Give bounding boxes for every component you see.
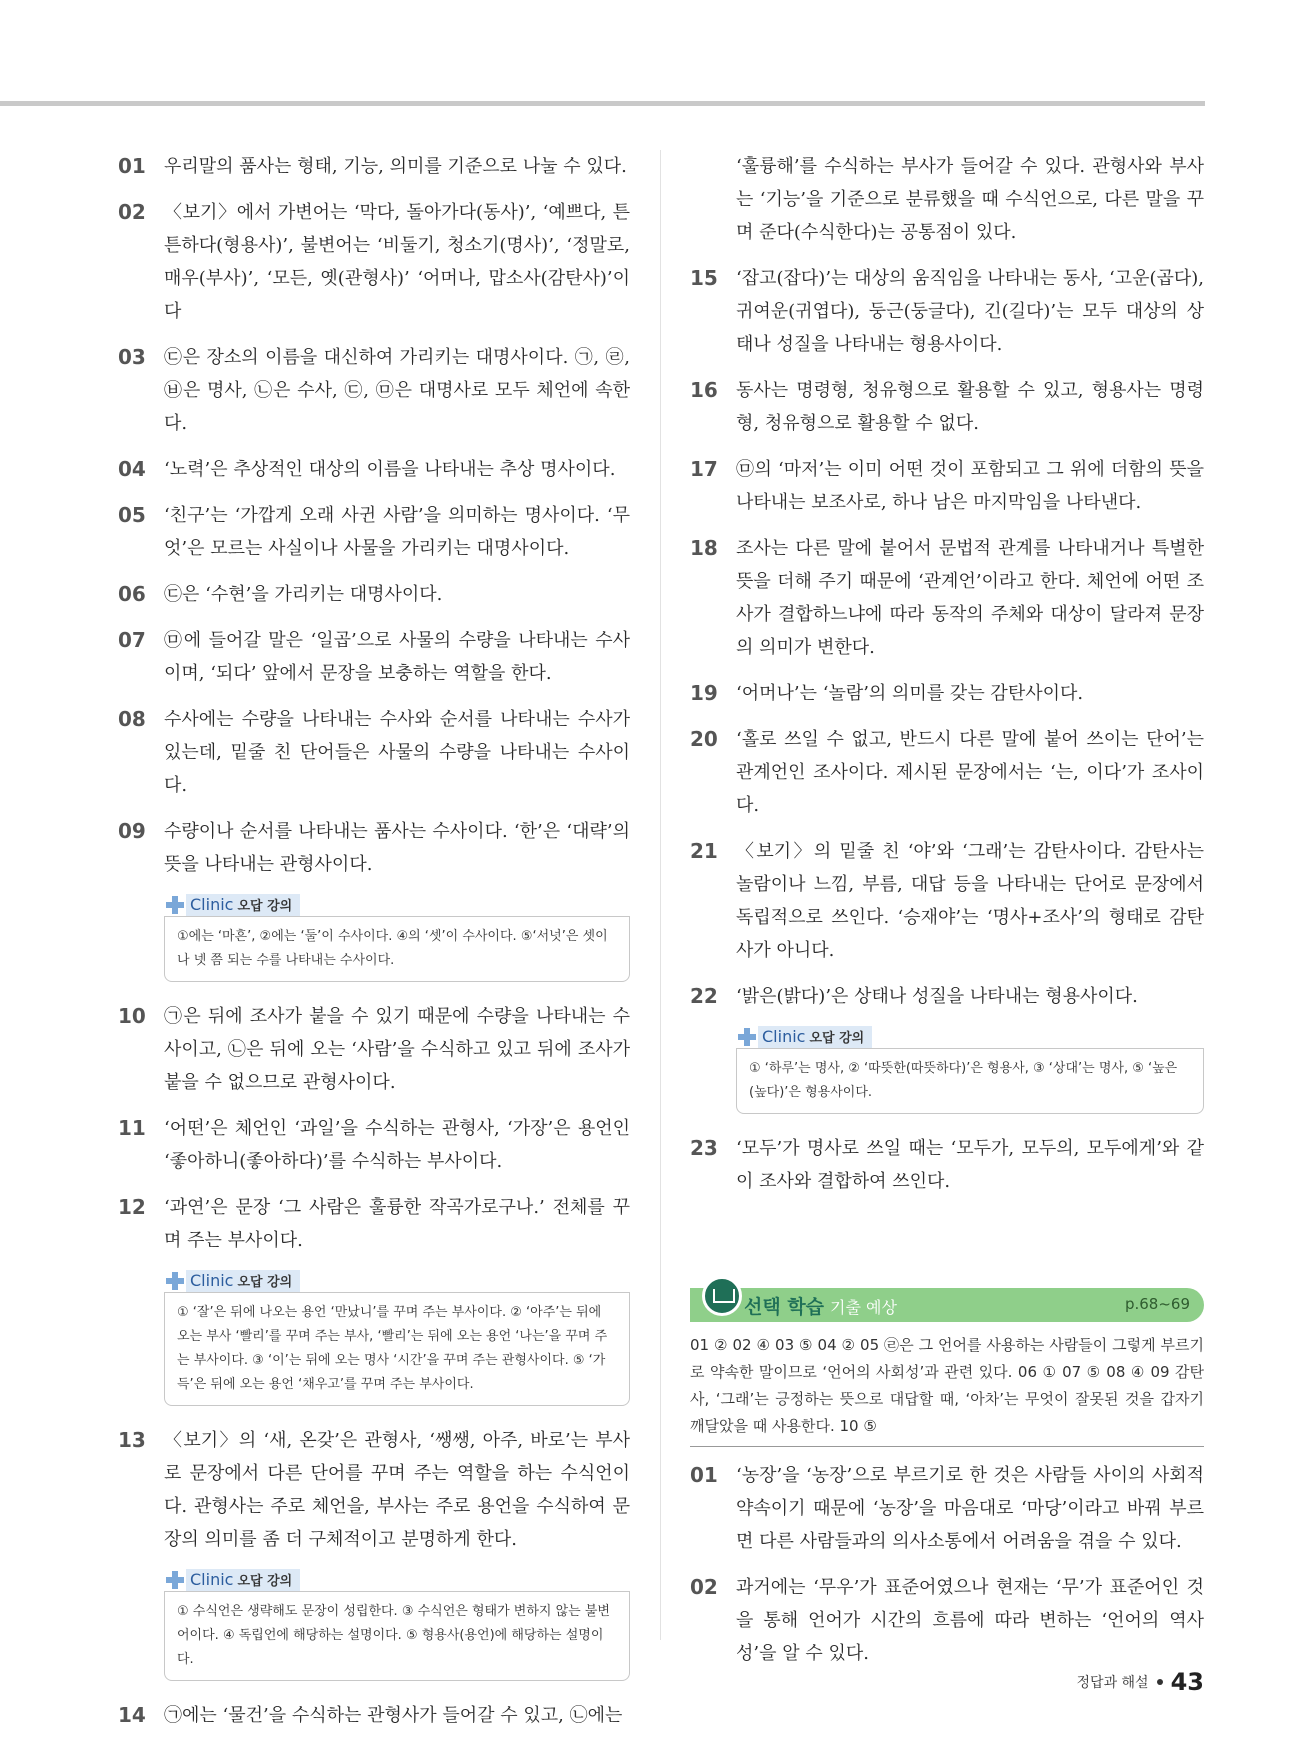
right-column: [690, 150, 1204, 1683]
question-21: [690, 835, 1204, 967]
question-06: [118, 578, 630, 611]
question-14: [118, 1699, 630, 1732]
question-text: ‘밝은(밝다)’은 상태나 성질을 나타내는 형용사이다.: [736, 986, 1138, 1007]
top-rule: [0, 101, 1205, 106]
clinic-header: [164, 1270, 630, 1292]
left-column: [118, 150, 630, 1745]
question-01: [118, 150, 630, 183]
clinic-box-09: [164, 894, 630, 982]
clinic-label: Clinic 오답 강의: [186, 894, 300, 916]
question-number: 23: [690, 1136, 718, 1160]
question-22: [690, 980, 1204, 1013]
clinic-text: ① ‘잘’은 뒤에 나오는 용언 ‘만났니’를 꾸며 주는 부사이다. ② ‘아주’는 뒤에 오는 부사 ‘빨리’를 꾸며 주는 부사, ‘빨리’는 뒤에 오는 용언 ‘나는’을 꾸며 주는 부사이다. ③ ‘이’는 뒤에 오는 명사 ‘시간’을 꾸며 주는 관형사이다. ⑤ ‘가득’은 뒤에 오는 용언 ‘채우고’를 꾸며 주는 부사이다.: [164, 1292, 630, 1406]
question-17: [690, 453, 1204, 519]
question-text: 우리말의 품사는 형태, 기능, 의미를 기준으로 나눌 수 있다.: [164, 156, 627, 177]
question-text: ㉠에는 ‘물건’을 수식하는 관형사가 들어갈 수 있고, ㉡에는: [164, 1705, 623, 1726]
question-text: ‘잡고(잡다)’는 대상의 움직임을 나타내는 동사, ‘고운(곱다), 귀여운(귀엽다), 둥근(둥글다), 긴(길다)’는 모두 대상의 상태나 성질을 나타내는 형용사이다.: [736, 268, 1204, 355]
question-16: [690, 374, 1204, 440]
question-text: ㉢은 장소의 이름을 대신하여 가리키는 대명사이다. ㉠, ㉣, ㉥은 명사, ㉡은 수사, ㉢, ㉤은 대명사로 모두 체언에 속한다.: [164, 347, 630, 434]
question-text: ‘훌륭해’를 수식하는 부사가 들어갈 수 있다. 관형사와 부사는 ‘기능’을 기준으로 분류했을 때 수식언으로, 다른 말을 꾸며 준다(수식한다)는 공통점이 있다.: [736, 156, 1204, 243]
answer-key: 01 ② 02 ④ 03 ⑤ 04 ② 05 ㉣은 그 언어를 사용하는 사람들이 그렇게 부르기로 약속한 말이므로 ‘언어의 사회성’과 관련 있다. 06 ① 07 ⑤ 08 ④ 09 감탄사, ‘그래’는 긍정하는 뜻으로 대답할 때, ‘아차’는 무엇이 잘못된 것을 갑자기 깨달았을 때 사용한다. 10 ⑤: [690, 1332, 1204, 1447]
question-text: 조사는 다른 말에 붙어서 문법적 관계를 나타내거나 특별한 뜻을 더해 주기 때문에 ‘관계언’이라고 한다. 체언에 어떤 조사가 결합하느냐에 따라 동작의 주체와 대상이 달라져 문장의 의미가 변한다.: [736, 538, 1204, 658]
question-12: [118, 1191, 630, 1257]
question-text: ㉠은 뒤에 조사가 붙을 수 있기 때문에 수량을 나타내는 수사이고, ㉡은 뒤에 오는 ‘사람’을 수식하고 있고 뒤에 조사가 붙을 수 없으므로 관형사이다.: [164, 1006, 630, 1093]
question-text: ㉢은 ‘수현’을 가리키는 대명사이다.: [164, 584, 443, 605]
question-number: 01: [690, 1463, 718, 1487]
question-number: 02: [690, 1575, 718, 1599]
clinic-box-12: [164, 1270, 630, 1406]
question-text: ‘모두’가 명사로 쓰일 때는 ‘모두가, 모두의, 모두에게’와 같이 조사와 결합하여 쓰인다.: [736, 1138, 1204, 1192]
question-number: 10: [118, 1004, 146, 1028]
question-number: 15: [690, 266, 718, 290]
question-13: [118, 1424, 630, 1556]
selection-subtitle: 기출 예상: [830, 1298, 897, 1317]
question-text: 〈보기〉의 ‘새, 온갖’은 관형사, ‘쌩쌩, 아주, 바로’는 부사로 문장에서 다른 단어를 꾸며 주는 역할을 하는 수식언이다. 관형사는 주로 체언을, 부사는 주로 용언을 수식하여 문장의 의미를 좀 더 구체적이고 분명하게 한다.: [164, 1430, 630, 1550]
question-text: ㉤에 들어갈 말은 ‘일곱’으로 사물의 수량을 나타내는 수사이며, ‘되다’ 앞에서 문장을 보충하는 역할을 한다.: [164, 630, 630, 684]
plus-icon: [164, 1270, 186, 1292]
bullet-icon: [1157, 1679, 1163, 1685]
question-number: 01: [118, 154, 146, 178]
footer-label: 정답과 해설: [1076, 1675, 1149, 1691]
question-number: 04: [118, 457, 146, 481]
question-text: ‘노력’은 추상적인 대상의 이름을 나타내는 추상 명사이다.: [164, 459, 616, 480]
question-text: 수량이나 순서를 나타내는 품사는 수사이다. ‘한’은 ‘대략’의 뜻을 나타내는 관형사이다.: [164, 821, 630, 875]
question-number: 06: [118, 582, 146, 606]
question-number: 14: [118, 1703, 146, 1727]
clinic-text: ①에는 ‘마흔’, ②에는 ‘둘’이 수사이다. ④의 ‘셋’이 수사이다. ⑤‘서넛’은 셋이나 넷 쯤 되는 수를 나타내는 수사이다.: [164, 916, 630, 982]
question-23: [690, 1132, 1204, 1198]
clinic-label: Clinic 오답 강의: [186, 1270, 300, 1292]
question-number: 21: [690, 839, 718, 863]
question-11: [118, 1112, 630, 1178]
question-number: 16: [690, 378, 718, 402]
page-number: 43: [1170, 1668, 1204, 1696]
clinic-box-13: [164, 1569, 630, 1681]
question-05: [118, 499, 630, 565]
page-footer: [1077, 1668, 1204, 1696]
question-text: ‘친구’는 ‘가깝게 오래 사귄 사람’을 의미하는 명사이다. ‘무엇’은 모르는 사실이나 사물을 가리키는 대명사이다.: [164, 505, 630, 559]
question-text: ‘어머나’는 ‘놀람’의 의미를 갖는 감탄사이다.: [736, 683, 1084, 704]
question-text: ‘홀로 쓰일 수 없고, 반드시 다른 말에 붙어 쓰이는 단어’는 관계언인 조사이다. 제시된 문장에서는 ‘는, 이다’가 조사이다.: [736, 729, 1204, 816]
question-number: 02: [118, 200, 146, 224]
clinic-box-22: [736, 1026, 1204, 1114]
question-03: [118, 341, 630, 440]
book-icon: [702, 1276, 742, 1316]
clinic-label: Clinic 오답 강의: [186, 1569, 300, 1591]
question-08: [118, 703, 630, 802]
question-number: 12: [118, 1195, 146, 1219]
question-09: [118, 815, 630, 881]
clinic-text: ① ‘하루’는 명사, ② ‘따뜻한(따뜻하다)’은 형용사, ③ ‘상대’는 명사, ⑤ ‘높은(높다)’은 형용사이다.: [736, 1048, 1204, 1114]
clinic-text: ① 수식언은 생략해도 문장이 성립한다. ③ 수식언은 형태가 변하지 않는 불변어이다. ④ 독립언에 해당하는 설명이다. ⑤ 형용사(용언)에 해당하는 설명이다.: [164, 1591, 630, 1681]
question-number: 09: [118, 819, 146, 843]
question-text: ㉤의 ‘마저’는 이미 어떤 것이 포함되고 그 위에 더함의 뜻을 나타내는 보조사로, 하나 남은 마지막임을 나타낸다.: [736, 459, 1204, 513]
question-text: 수사에는 수량을 나타내는 수사와 순서를 나타내는 수사가 있는데, 밑줄 친 단어들은 사물의 수량을 나타내는 수사이다.: [164, 709, 630, 796]
plus-icon: [164, 894, 186, 916]
question-number: 07: [118, 628, 146, 652]
selection-question-01: [690, 1459, 1204, 1558]
question-15: [690, 262, 1204, 361]
question-text: 과거에는 ‘무우’가 표준어였으나 현재는 ‘무’가 표준어인 것을 통해 언어가 시간의 흐름에 따라 변하는 ‘언어의 역사성’을 알 수 있다.: [736, 1577, 1204, 1664]
question-text: ‘과연’은 문장 ‘그 사람은 훌륭한 작곡가로구나.’ 전체를 꾸며 주는 부사이다.: [164, 1197, 630, 1251]
column-divider: [660, 150, 661, 1640]
plus-icon: [736, 1026, 758, 1048]
question-number: 11: [118, 1116, 146, 1140]
question-number: 22: [690, 984, 718, 1008]
question-text: ‘농장’을 ‘농장’으로 부르기로 한 것은 사람들 사이의 사회적 약속이기 때문에 ‘농장’을 마음대로 ‘마당’이라고 바꿔 부르면 다른 사람들과의 의사소통에서 어려움을 겪을 수 있다.: [736, 1465, 1204, 1552]
question-18: [690, 532, 1204, 664]
question-number: 08: [118, 707, 146, 731]
clinic-header: [164, 894, 630, 916]
question-number: 19: [690, 681, 718, 705]
question-text: 〈보기〉에서 가변어는 ‘막다, 돌아가다(동사)’, ‘예쁘다, 튼튼하다(형용사)’, 불변어는 ‘비둘기, 청소기(명사)’, ‘정말로, 매우(부사)’, ‘모든, 옛(관형사)’ ‘어머나, 맙소사(감탄사)’이다: [164, 202, 630, 322]
question-number: 05: [118, 503, 146, 527]
question-number: 18: [690, 536, 718, 560]
page-reference: p.68~69: [1124, 1295, 1190, 1313]
clinic-header: [736, 1026, 1204, 1048]
clinic-header: [164, 1569, 630, 1591]
question-14-continued: [690, 150, 1204, 249]
question-20: [690, 723, 1204, 822]
question-07: [118, 624, 630, 690]
question-text: ‘어떤’은 체언인 ‘과일’을 수식하는 관형사, ‘가장’은 용언인 ‘좋아하니(좋아하다)’를 수식하는 부사이다.: [164, 1118, 630, 1172]
question-10: [118, 1000, 630, 1099]
question-number: 20: [690, 727, 718, 751]
selection-study-header: [690, 1288, 1204, 1322]
question-text: 동사는 명령형, 청유형으로 활용할 수 있고, 형용사는 명령형, 청유형으로 활용할 수 없다.: [736, 380, 1204, 434]
question-number: 17: [690, 457, 718, 481]
question-02: [118, 196, 630, 328]
question-number: 13: [118, 1428, 146, 1452]
question-04: [118, 453, 630, 486]
clinic-label: Clinic 오답 강의: [758, 1026, 872, 1048]
question-19: [690, 677, 1204, 710]
question-text: 〈보기〉의 밑줄 친 ‘야’와 ‘그래’는 감탄사이다. 감탄사는 놀람이나 느낌, 부름, 대답 등을 나타내는 단어로 문장에서 독립적으로 쓰인다. ‘승재야’는 ‘명사+조사’의 형태로 감탄사가 아니다.: [736, 841, 1204, 961]
question-number: 03: [118, 345, 146, 369]
selection-question-02: [690, 1571, 1204, 1670]
selection-title: 선택 학습 기출 예상: [744, 1296, 897, 1318]
plus-icon: [164, 1569, 186, 1591]
